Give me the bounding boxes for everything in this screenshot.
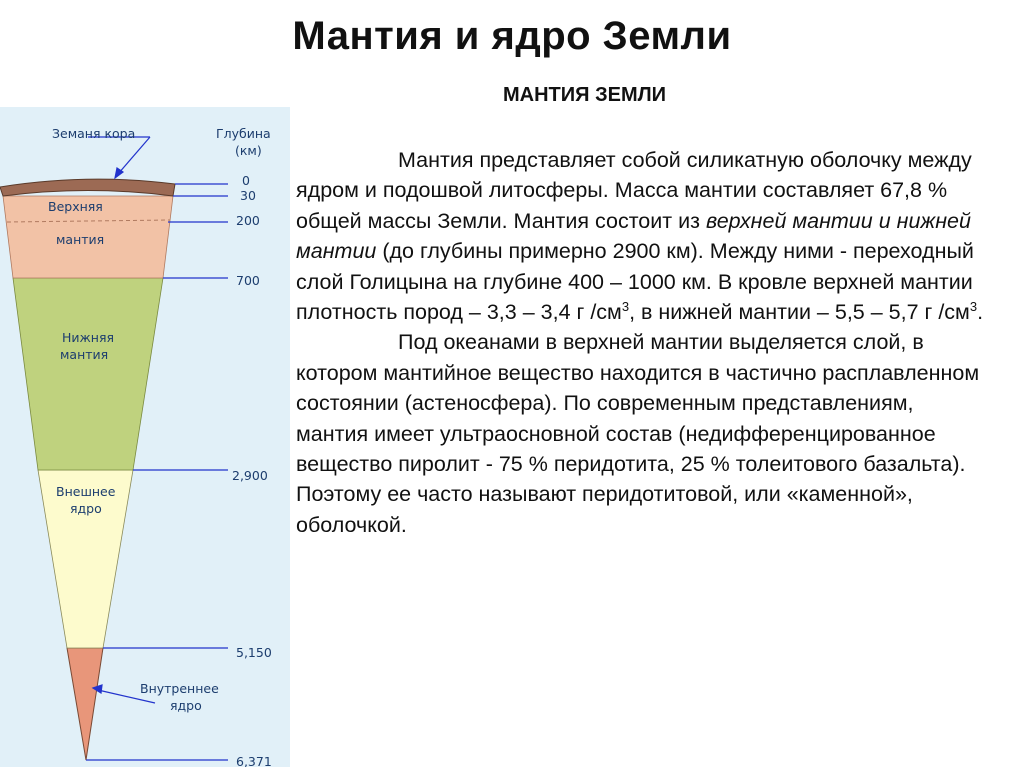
depth-tick-label: 0 <box>242 173 250 188</box>
inner-core-label-1: Внутреннее <box>140 681 219 696</box>
upper-mantle-label-1: Верхняя <box>48 199 103 214</box>
crust-layer <box>0 179 175 196</box>
crust-arrow <box>88 137 150 178</box>
depth-tick-label: 2,900 <box>232 468 268 483</box>
depth-tick-label: 5,150 <box>236 645 272 660</box>
depth-header: Глубина <box>216 126 271 141</box>
depth-tick-label: 700 <box>236 273 260 288</box>
slide-title: Мантия и ядро Земли <box>292 14 732 58</box>
depth-tick-label: 200 <box>236 213 260 228</box>
depth-tick-label: 30 <box>240 188 256 203</box>
mantle-description <box>296 145 986 540</box>
upper-mantle-label-2: мантия <box>56 232 105 247</box>
section-heading: МАНТИЯ ЗЕМЛИ <box>503 84 667 106</box>
italic-phrase: верхней мантии и нижней мантии <box>296 208 971 264</box>
inner-core-layer <box>67 648 103 760</box>
earth-structure-diagram <box>0 107 290 767</box>
inner-core-label-2: ядро <box>170 698 202 713</box>
crust-label: Земаня кора <box>52 126 136 141</box>
lower-mantle-label-1: Нижняя <box>62 330 114 345</box>
outer-core-label-2: ядро <box>70 501 102 516</box>
paragraph-1: Мантия представляет собой силикатную оболочку между ядром и подошвой литосферы. Масса мантии составляет 67,8 % общей массы Земли. Мантия состоит из верхней мантии и нижней мантии (до глубины примерно 2900 км). Между ними - переходный слой Голицына на глубине 400 – 1000 км. В кровле верхней мантии плотность пород – 3,3 – 3,4 г $/см^3$, в нижней мантии – 5,5 – 5,7 г $/см^3$. <box>296 148 984 325</box>
paragraph-2: Под океанами в верхней мантии выделяется слой, в котором мантийное вещество находится в частично расплавленном состоянии (астеносфера). По современным представлениям, мантия имеет ультраосновной состав (недифференцированное вещество пиролит - 75 % перидотита, 25 % толеитового базальта). Поэтому ее часто называют перидотитовой, или «каменной», оболочкой. <box>296 330 980 537</box>
lower-mantle-label-2: мантия <box>60 347 109 362</box>
lower-mantle-layer <box>13 278 163 470</box>
outer-core-label-1: Внешнее <box>56 484 116 499</box>
depth-tick-label: 6,371 <box>236 754 272 767</box>
depth-unit: (км) <box>235 143 262 158</box>
